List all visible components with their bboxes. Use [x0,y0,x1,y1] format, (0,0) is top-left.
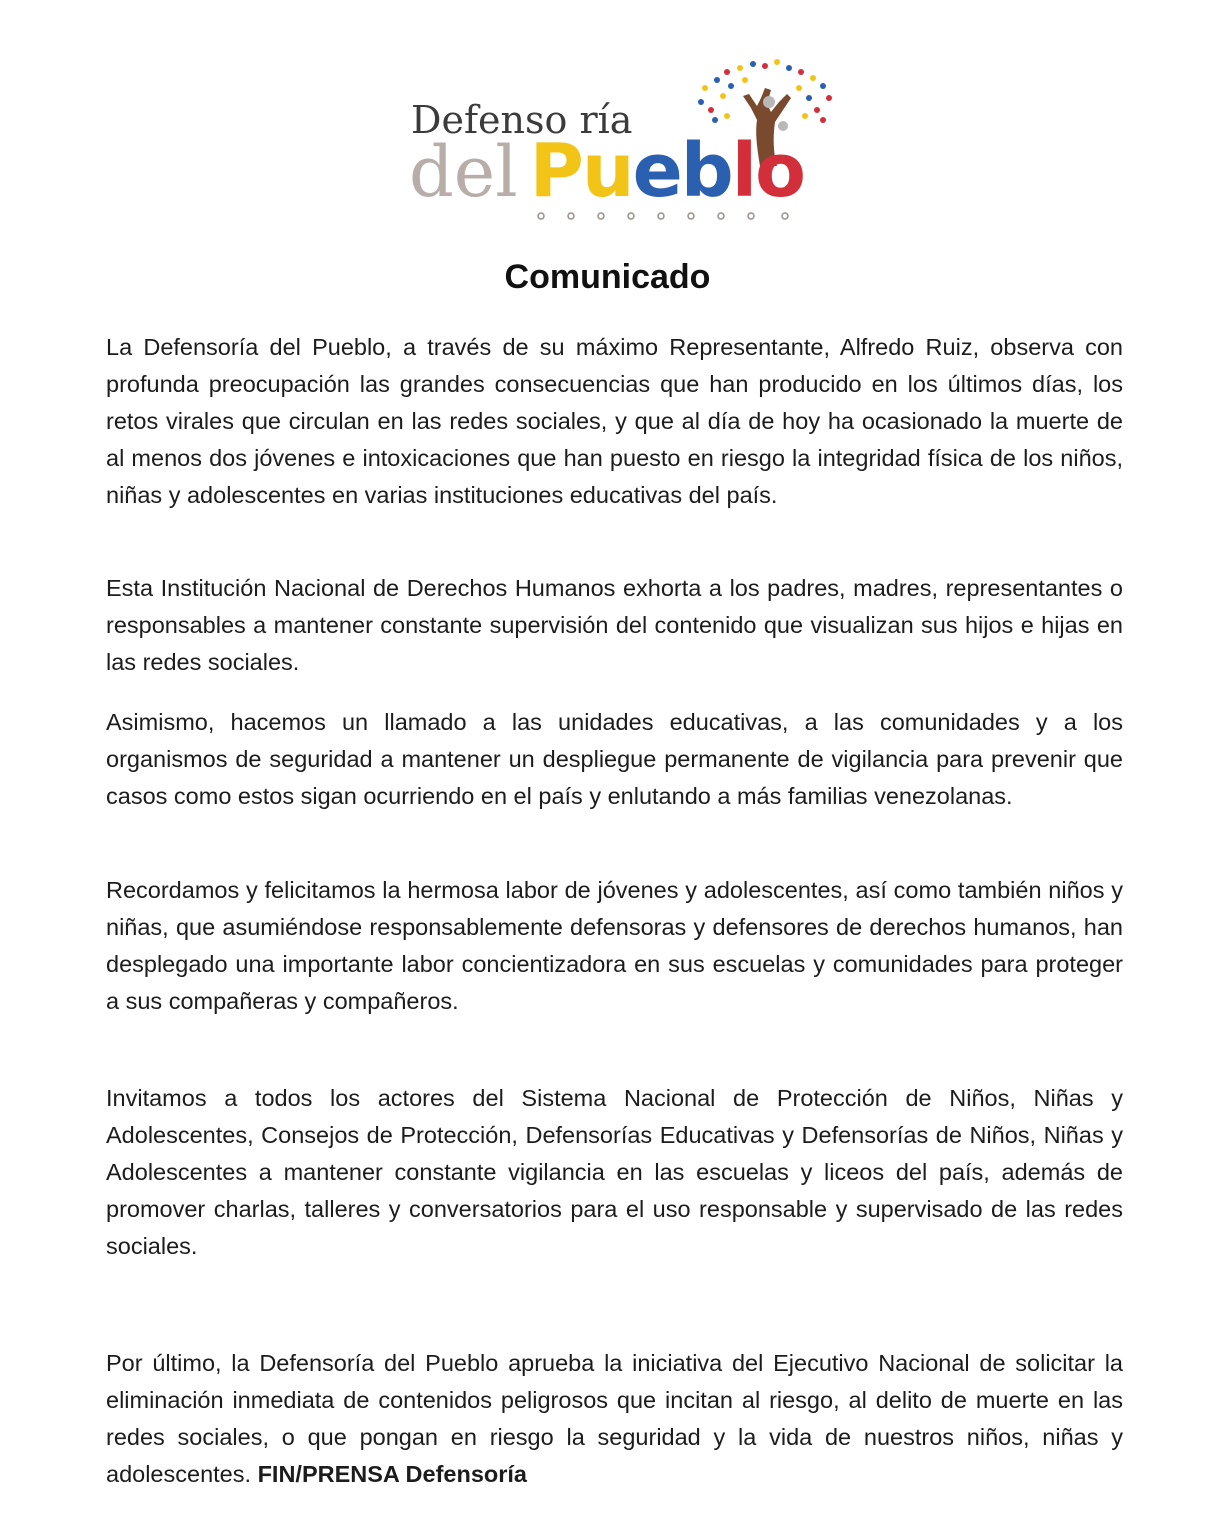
paragraph-6-text: Por último, la Defensoría del Pueblo aprueba la iniciativa del Ejecutivo Nacional de solicitar la eliminación inmediata de contenidos peligrosos que incitan al riesgo, al delito de muerte en las redes sociales, o que pongan en riesgo la seguridad y la vida de nuestros niños, niñas y adolescentes. [106,1350,1123,1487]
signature: FIN/PRENSA Defensoría [257,1461,527,1487]
logo-letter-1: u [581,128,633,214]
logo-letter-4: l [731,128,756,214]
paragraph-2 [106,570,1123,681]
logo-del-text: del [409,131,518,213]
paragraph-1-text: La Defensoría del Pueblo, a través de su máximo Representante, Alfredo Ruiz, observa con profunda preocupación las grandes consecuencias que han producido en los últimos días, los retos virales que circulan en las redes sociales, y que al día de hoy ha ocasionado la muerte de al menos dos jóvenes e intoxicaciones que han puesto en riesgo la integridad física de los niños, niñas y adolescentes en varias instituciones educativas del país. [106,334,1123,508]
document-title: Comunicado [504,258,711,296]
logo-letter-3: b [680,128,732,214]
paragraph-6-wrapper [106,1345,1123,1493]
paragraph-5-text: Invitamos a todos los actores del Sistema Nacional de Protección de Niños, Niñas y Adolescentes, Consejos de Protección, Defensorías Educativas y Defensorías de Niños, Niñas y Adolescentes a mantener constante vigilancia en las escuelas y liceos del país, además de promover charlas, talleres y conversatorios para el uso responsable y supervisado de las redes sociales. [106,1085,1123,1259]
logo-letter-0: P [529,128,582,214]
logo-letter-2: e [632,128,681,214]
paragraph-4-text: Recordamos y felicitamos la hermosa labor de jóvenes y adolescentes, así como también niños y niñas, que asumiéndose responsablemente defensoras y defensores de derechos humanos, han desplegado una importante labor concientizadora en sus escuelas y comunidades para proteger a sus compañeras y compañeros. [106,877,1123,1014]
paragraph-1 [106,329,1123,514]
logo-line-1: Defenso ría [411,98,633,142]
paragraph-3 [106,704,1123,815]
paragraph-4 [106,872,1123,1020]
logo-line-2 [409,128,804,214]
paragraph-5 [106,1080,1123,1265]
paragraph-6 [106,1345,1123,1493]
paragraph-2-text: Esta Institución Nacional de Derechos Humanos exhorta a los padres, madres, representantes o responsables a mantener constante supervisión del contenido que visualizan sus hijos e hijas en las redes sociales. [106,575,1123,675]
logo-pueblo-text [530,128,804,214]
paragraph-3-text: Asimismo, hacemos un llamado a las unidades educativas, a las comunidades y a los organismos de seguridad a mantener un despliegue permanente de vigilancia para prevenir que casos como estos sigan ocurriendo en el país y enlutando a más familias venezolanas. [106,709,1123,809]
logo-letter-5: o [755,128,804,214]
defensoria-logo [405,58,845,228]
